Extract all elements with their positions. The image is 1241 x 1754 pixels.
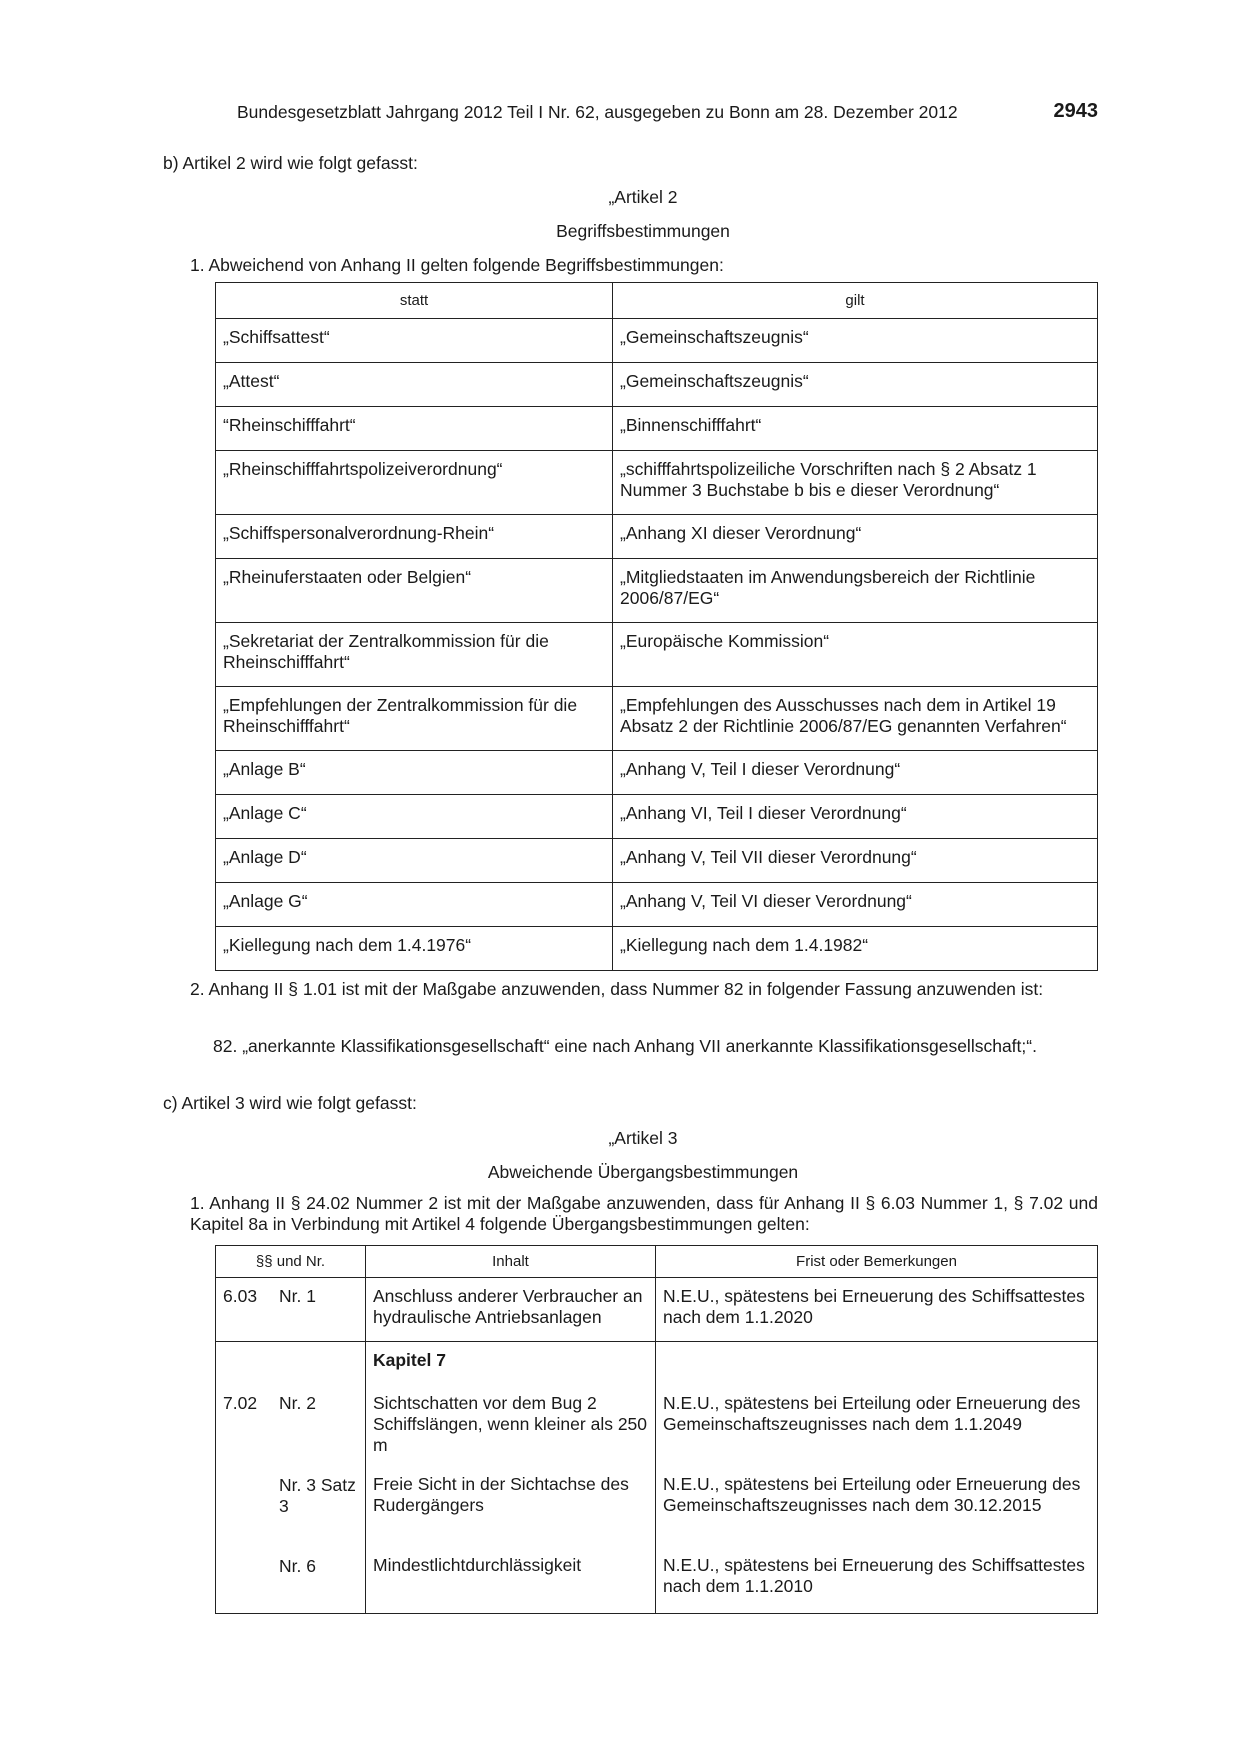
section-b-intro: b) Artikel 2 wird wie folgt gefasst: xyxy=(163,153,418,173)
table-row xyxy=(216,687,1098,751)
table-row xyxy=(216,623,1098,687)
paragraph-cell xyxy=(216,1342,366,1614)
statt-cell: „Schiffspersonalverordnung-Rhein“ xyxy=(216,515,613,559)
gilt-cell: „Anhang VI, Teil I dieser Verordnung“ xyxy=(613,795,1098,839)
table-row xyxy=(216,751,1098,795)
table-row xyxy=(216,1342,1098,1614)
inhalt-text: Mindestlichtdurchlässigkeit xyxy=(373,1555,582,1575)
statt-cell: “Rheinschifffahrt“ xyxy=(216,407,613,451)
frist-cell: N.E.U., spätestens bei Erneuerung des Schiffsattestes nach dem 1.1.2020 xyxy=(656,1278,1098,1342)
table-row xyxy=(216,319,1098,363)
article-3-point-1-text: 1. Anhang II § 24.02 Nummer 2 ist mit der Maßgabe anzuwenden, dass für Anhang II § 6.03 Nummer 1, § 7.02 und Kapitel 8a in Verbindung mit Artikel 4 folgende Übergangsbestimmungen gelten: xyxy=(190,1193,1098,1234)
statt-cell: „Rheinschifffahrtspolizeiverordnung“ xyxy=(216,451,613,515)
article-2-point-2-text: 2. Anhang II § 1.01 ist mit der Maßgabe anzuwenden, dass Nummer 82 in folgender Fassung anzuwenden ist: xyxy=(190,979,1044,999)
statt-cell: „Anlage C“ xyxy=(216,795,613,839)
statt-cell: „Anlage D“ xyxy=(216,839,613,883)
gazette-title: Bundesgesetzblatt Jahrgang 2012 Teil I Nr. 62, ausgegeben zu Bonn am 28. Dezember 2012 xyxy=(237,102,958,122)
table-row xyxy=(216,559,1098,623)
article-2-point-1: 1. Abweichend von Anhang II gelten folgende Begriffsbestimmungen: xyxy=(190,255,724,275)
transition-table xyxy=(215,1245,1098,1614)
article-3-subtitle: Abweichende Übergangsbestimmungen xyxy=(487,1162,799,1182)
column-header-gilt: gilt xyxy=(613,283,1098,319)
item-number: Nr. 6 xyxy=(279,1556,316,1576)
column-header-statt: statt xyxy=(216,283,613,319)
paragraph-number: 7.02 xyxy=(223,1393,258,1413)
article-2-point-2 xyxy=(190,979,1098,1000)
gilt-cell: „Mitgliedstaaten im Anwendungsbereich der Richtlinie 2006/87/EG“ xyxy=(613,559,1098,623)
chapter-heading: Kapitel 7 xyxy=(373,1350,446,1370)
gilt-cell: „Europäische Kommission“ xyxy=(613,623,1098,687)
frist-text: N.E.U., spätestens bei Erteilung oder Erneuerung des Gemeinschaftszeugnisses nach dem 30.12.2015 xyxy=(663,1474,1081,1515)
gilt-cell: „Anhang V, Teil VII dieser Verordnung“ xyxy=(613,839,1098,883)
table-row xyxy=(216,795,1098,839)
paragraph-number: 6.03 xyxy=(223,1286,258,1306)
paragraph-cell xyxy=(216,1278,366,1342)
gilt-cell: „Kiellegung nach dem 1.4.1982“ xyxy=(613,927,1098,971)
definition-82-text: 82. „anerkannte Klassifikationsgesellschaft“ eine nach Anhang VII anerkannte Klassifikationsgesellschaft;“. xyxy=(213,1036,1037,1056)
article-3-title: „Artikel 3 xyxy=(608,1128,678,1148)
gilt-cell: „Empfehlungen des Ausschusses nach dem in Artikel 19 Absatz 2 der Richtlinie 2006/87/EG genannten Verfahren“ xyxy=(613,687,1098,751)
gilt-cell: „Binnenschifffahrt“ xyxy=(613,407,1098,451)
statt-cell: „Empfehlungen der Zentralkommission für die Rheinschifffahrt“ xyxy=(216,687,613,751)
statt-cell: „Schiffsattest“ xyxy=(216,319,613,363)
table-row xyxy=(216,839,1098,883)
gilt-cell: „Anhang V, Teil VI dieser Verordnung“ xyxy=(613,883,1098,927)
definitions-table xyxy=(215,282,1098,971)
inhalt-text: Freie Sicht in der Sichtachse des Rudergängers xyxy=(373,1474,629,1515)
column-header-paragraph: §§ und Nr. xyxy=(216,1246,366,1278)
gilt-cell: „schifffahrtspolizeiliche Vorschriften nach § 2 Absatz 1 Nummer 3 Buchstabe b bis e dieser Verordnung“ xyxy=(613,451,1098,515)
column-header-frist: Frist oder Bemerkungen xyxy=(656,1246,1098,1278)
statt-cell: „Anlage G“ xyxy=(216,883,613,927)
gilt-cell: „Gemeinschaftszeugnis“ xyxy=(613,363,1098,407)
statt-cell: „Sekretariat der Zentralkommission für die Rheinschifffahrt“ xyxy=(216,623,613,687)
section-c-intro: c) Artikel 3 wird wie folgt gefasst: xyxy=(163,1093,417,1113)
inhalt-cell: Anschluss anderer Verbraucher an hydraulische Antriebsanlagen xyxy=(366,1278,656,1342)
table-row xyxy=(216,1278,1098,1342)
article-2-subtitle: Begriffsbestimmungen xyxy=(556,221,730,241)
gilt-cell: „Anhang V, Teil I dieser Verordnung“ xyxy=(613,751,1098,795)
frist-cell xyxy=(656,1342,1098,1614)
page-number: 2943 xyxy=(1053,100,1098,122)
frist-text: N.E.U., spätestens bei Erteilung oder Erneuerung des Gemeinschaftszeugnisses nach dem 1.1.2049 xyxy=(663,1393,1081,1434)
item-number: Nr. 2 xyxy=(279,1393,316,1413)
table-row xyxy=(216,515,1098,559)
statt-cell: „Attest“ xyxy=(216,363,613,407)
statt-cell: „Kiellegung nach dem 1.4.1976“ xyxy=(216,927,613,971)
table-row xyxy=(216,927,1098,971)
statt-cell: „Anlage B“ xyxy=(216,751,613,795)
article-2-title: „Artikel 2 xyxy=(608,187,678,207)
statt-cell: „Rheinuferstaaten oder Belgien“ xyxy=(216,559,613,623)
definition-82 xyxy=(213,1036,1098,1057)
gilt-cell: „Anhang XI dieser Verordnung“ xyxy=(613,515,1098,559)
item-number: Nr. 1 xyxy=(279,1286,316,1306)
frist-text: N.E.U., spätestens bei Erneuerung des Schiffsattestes nach dem 1.1.2010 xyxy=(663,1555,1085,1596)
table-row xyxy=(216,451,1098,515)
table-row xyxy=(216,407,1098,451)
article-3-point-1 xyxy=(190,1193,1098,1235)
inhalt-text: Sichtschatten vor dem Bug 2 Schiffslängen, wenn kleiner als 250 m xyxy=(373,1393,648,1455)
gilt-cell: „Gemeinschaftszeugnis“ xyxy=(613,319,1098,363)
inhalt-cell xyxy=(366,1342,656,1614)
page-header xyxy=(237,100,1098,126)
item-number: Nr. 3 Satz 3 xyxy=(279,1475,356,1516)
table-row xyxy=(216,883,1098,927)
column-header-inhalt: Inhalt xyxy=(366,1246,656,1278)
table-row xyxy=(216,363,1098,407)
